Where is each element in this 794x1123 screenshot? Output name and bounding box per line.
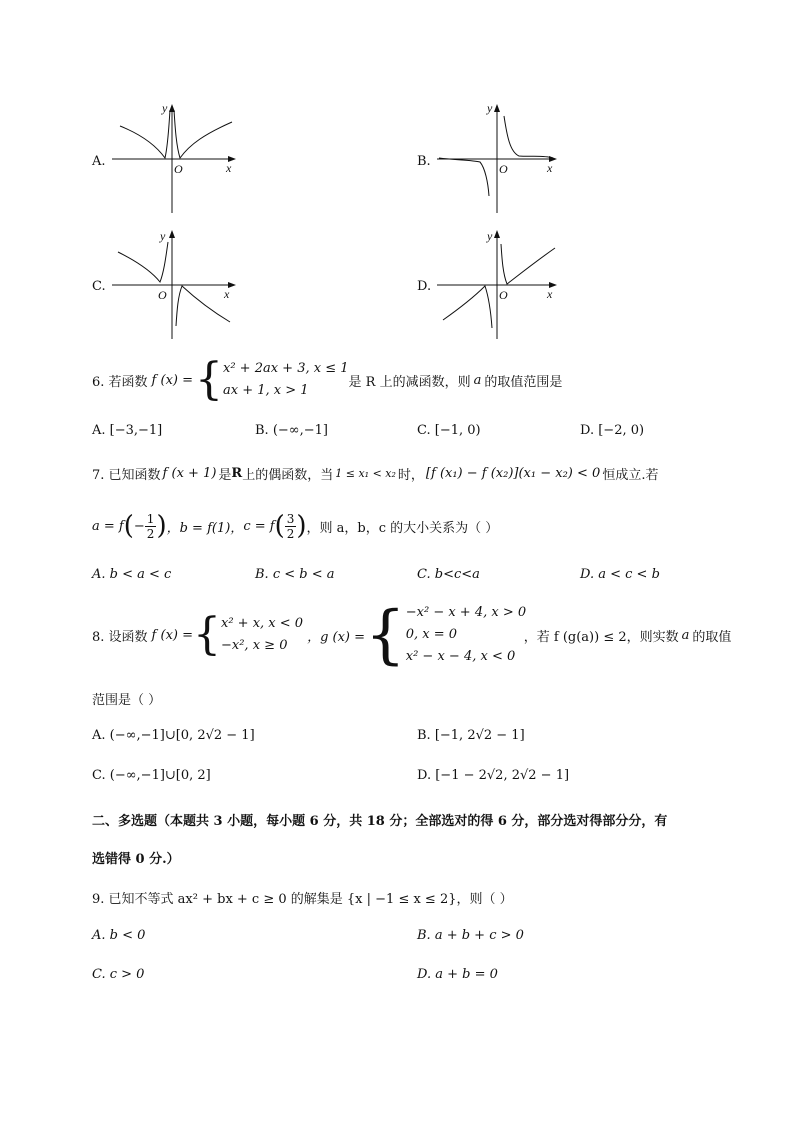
graph-b: [435, 100, 565, 215]
q7-option-d: D. a < c < b: [580, 567, 660, 582]
graph-c: [110, 228, 240, 343]
q7-option-b: B. c < b < a: [255, 567, 335, 582]
section-2-heading-line-2: 选错得 0 分.）: [92, 852, 180, 867]
q7-option-c: C. b<c<a: [417, 567, 480, 582]
question-7-line-1: 7. 已知函数 f (x + 1) 是 R 上的偶函数，当 1 ≤ x₁ < x₂ 时， [f (x₁) − f (x₂)](x₁ − x₂) < 0 恒成立.若: [92, 465, 659, 483]
option-b-label: B.: [417, 154, 431, 169]
question-7-line-2: a = f ( − $\frac{1}{2}$ ) ，b = f(1)， c = f ( $\frac{3}{2}$ ) ，则 a，b，c 的大小关系为（ ）: [92, 511, 499, 541]
svg-text:y: y: [487, 101, 493, 115]
svg-text:x: x: [226, 161, 232, 175]
svg-text:y: y: [487, 229, 493, 243]
question-8-stem: 8. 设函数 f (x) = { x² + x, x < 0 −x², x ≥ 0 ，g (x) = { −x² − x + 4, x > 0 0, x = 0 x² − x − 4, x < 0 ，若 f (g(a)) ≤ 2，则实数 a 的取值: [92, 598, 732, 672]
q6-option-c: C. [−1, 0): [417, 423, 481, 438]
q8-option-d: D. [−1 − 2√2, 2√2 − 1]: [417, 768, 570, 783]
q8-option-b: B. [−1, 2√2 − 1]: [417, 728, 525, 743]
svg-text:y: y: [162, 101, 168, 115]
option-c-label: C.: [92, 279, 106, 294]
option-a-label: A.: [92, 154, 106, 169]
svg-text:x: x: [547, 161, 553, 175]
question-8-line-2: 范围是（ ）: [92, 693, 162, 708]
svg-text:y: y: [160, 229, 166, 243]
q6-option-b: B. (−∞,−1]: [255, 423, 328, 438]
fraction-three-halves: $\frac{3}{2}$: [286, 511, 295, 541]
q9-option-d: D. a + b = 0: [417, 967, 498, 982]
q9-option-a: A. b < 0: [92, 928, 146, 943]
q6-option-d: D. [−2, 0): [580, 423, 645, 438]
svg-text:O: O: [174, 162, 183, 176]
question-6-stem: 6. 若函数 f (x) = { x² + 2ax + 3, x ≤ 1 ax + 1, x > 1 是 R 上的减函数，则 a 的取值范围是: [92, 354, 563, 405]
q7-option-a: A. b < a < c: [92, 567, 172, 582]
q9-option-c: C. c > 0: [92, 967, 145, 982]
q8-option-c: C. (−∞,−1]∪[0, 2]: [92, 768, 211, 783]
svg-text:x: x: [224, 287, 230, 301]
question-9-stem: 9. 已知不等式 ax² + bx + c ≥ 0 的解集是 {x | −1 ≤ x ≤ 2}，则（ ）: [92, 892, 513, 907]
q6-case-2: ax + 1, x > 1: [223, 383, 309, 398]
graph-a: [110, 100, 240, 215]
q6-option-a: A. [−3,−1]: [92, 423, 163, 438]
q9-option-b: B. a + b + c > 0: [417, 928, 524, 943]
section-2-heading: 二、多选题（本题共 3 小题，每小题 6 分，共 18 分；全部选对的得 6 分，部分选对得部分分，有: [92, 814, 668, 829]
graph-d: [435, 228, 565, 343]
q8-option-a: A. (−∞,−1]∪[0, 2√2 − 1]: [92, 728, 255, 743]
fraction-one-half: $\frac{1}{2}$: [146, 511, 155, 541]
svg-text:O: O: [499, 288, 508, 302]
svg-text:x: x: [547, 287, 553, 301]
option-d-label: D.: [417, 279, 432, 294]
q6-case-1: x² + 2ax + 3, x ≤ 1: [223, 361, 349, 376]
svg-text:O: O: [158, 288, 167, 302]
svg-text:O: O: [499, 162, 508, 176]
